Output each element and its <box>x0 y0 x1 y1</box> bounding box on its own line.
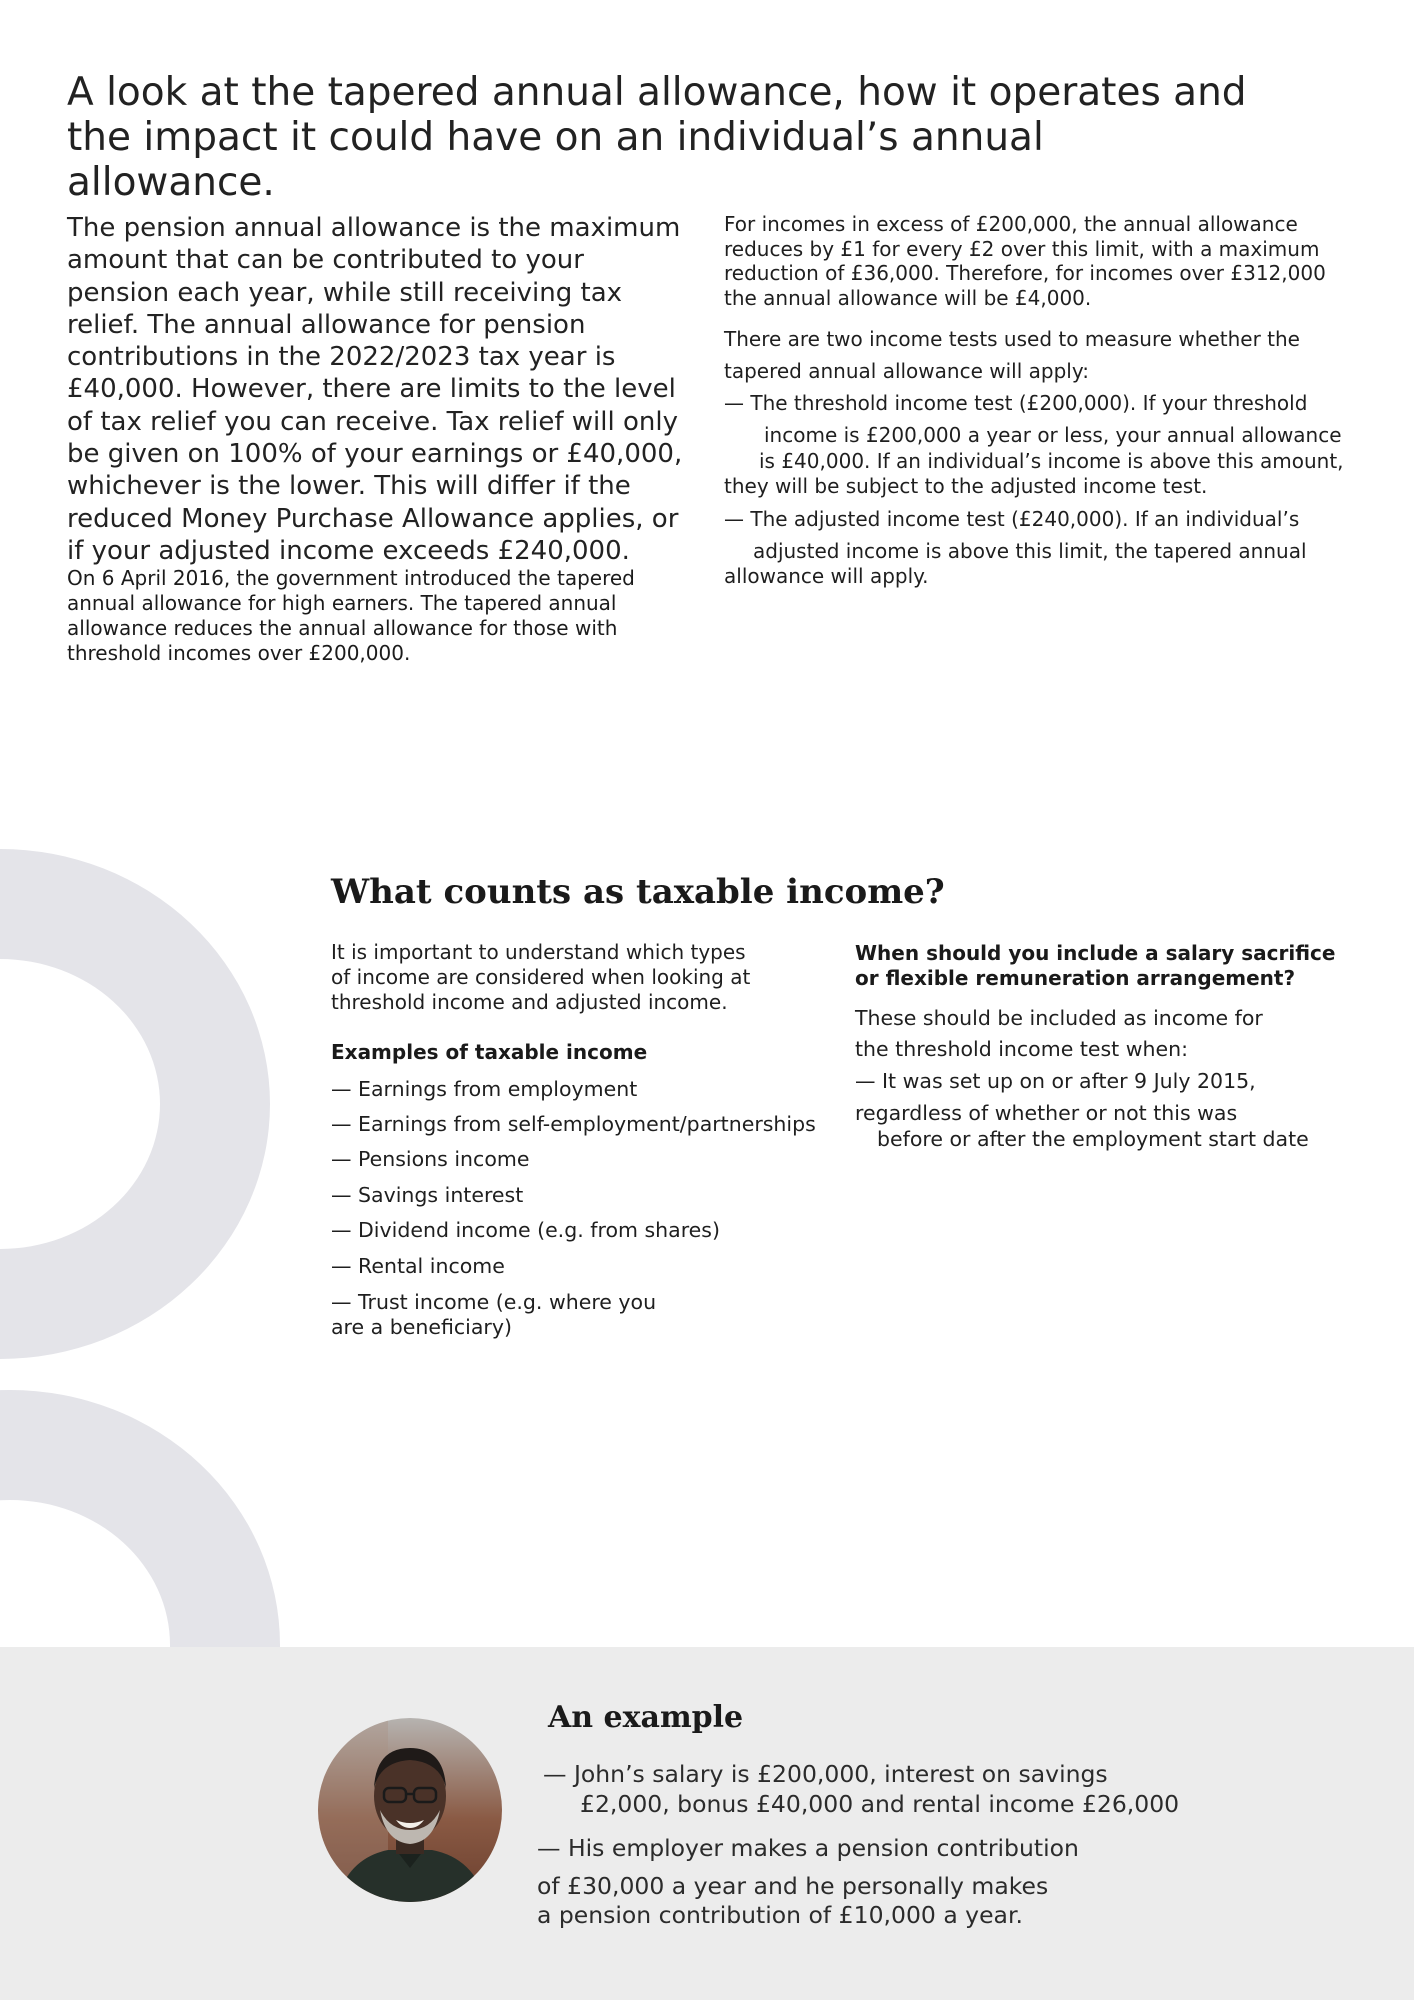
income-tests-intro-line-2: tapered annual allowance will apply: <box>724 359 1089 383</box>
headline-line-1: A look at the tapered annual allowance, how it operates and <box>67 70 1247 115</box>
intro-lead-paragraph: The pension annual allowance is the maximum amount that can be contributed to your pension each year, while still receiving tax relief. The annual allowance for pension contributions in the 2022/2023 tax year is £40,000. However, there are limits to the level of tax relief you can receive. Tax relief will only be given on 100% of your earnings or £40,000, whichever is the lower. This will differ if the reduced Money Purchase Allowance applies, or if your adjusted income exceeds £240,000. <box>67 213 683 566</box>
salary-sacrifice-line-1: These should be included as income for <box>855 1006 1263 1030</box>
list-item-continuation: are a beneficiary) <box>331 1315 512 1339</box>
list-item: — Earnings from self-employment/partnerships <box>331 1112 816 1136</box>
salary-sacrifice-line-3: — It was set up on or after 9 July 2015, <box>855 1069 1256 1093</box>
salary-sacrifice-line-4: regardless of whether or not this was <box>855 1101 1238 1125</box>
list-item: — Savings interest <box>331 1183 524 1207</box>
example-line-2: £2,000, bonus £40,000 and rental income £26,000 <box>580 1790 1180 1818</box>
threshold-test-line-2: income is £200,000 a year or less, your annual allowance <box>764 423 1342 447</box>
example-line-1: — John’s salary is £200,000, interest on savings <box>543 1760 1108 1788</box>
taxable-income-title: What counts as taxable income? <box>331 872 945 912</box>
example-title: An example <box>548 1700 744 1735</box>
income-tests-intro-line-1: There are two income tests used to measure whether the <box>724 327 1300 351</box>
taper-explanation-paragraph: For incomes in excess of £200,000, the annual allowance reduces by £1 for every £2 over this limit, with a maximum reduction of £36,000. Therefore, for incomes over £312,000 the annual allowance will be £4,000. <box>724 212 1326 310</box>
taxable-examples-heading: Examples of taxable income <box>331 1040 648 1064</box>
person-avatar <box>318 1718 502 1902</box>
list-item: — Dividend income (e.g. from shares) <box>331 1218 720 1242</box>
list-item: — Pensions income <box>331 1147 530 1171</box>
threshold-test-line-1: — The threshold income test (£200,000). If your threshold <box>724 391 1308 415</box>
example-line-4: of £30,000 a year and he personally makes <box>537 1872 1049 1900</box>
page-headline <box>67 70 1247 205</box>
taxable-income-intro: It is important to understand which types of income are considered when looking at threshold income and adjusted income. <box>331 940 751 1014</box>
threshold-test-line-4: they will be subject to the adjusted income test. <box>724 474 1208 498</box>
adjusted-test-line-1: — The adjusted income test (£240,000). If an individual’s <box>724 507 1300 531</box>
decorative-arc-top <box>0 849 270 1359</box>
example-line-3: — His employer makes a pension contribution <box>537 1834 1079 1862</box>
example-line-5: a pension contribution of £10,000 a year. <box>537 1901 1023 1929</box>
intro-body-paragraph: On 6 April 2016, the government introduced the tapered annual allowance for high earners. The tapered annual allowance reduces the annual allowance for those with threshold incomes over £200,000. <box>67 566 635 665</box>
list-item: — Trust income (e.g. where you <box>331 1290 657 1314</box>
salary-sacrifice-heading-line-2: or flexible remuneration arrangement? <box>855 966 1296 990</box>
headline-line-2: the impact it could have on an individual’s annual allowance. <box>67 115 1044 205</box>
list-item: — Earnings from employment <box>331 1077 638 1101</box>
threshold-test-line-3: is £40,000. If an individual’s income is above this amount, <box>759 449 1344 473</box>
list-item: — Rental income <box>331 1254 505 1278</box>
adjusted-test-line-3: allowance will apply. <box>724 564 929 588</box>
salary-sacrifice-line-5: before or after the employment start date <box>877 1127 1309 1151</box>
salary-sacrifice-line-2: the threshold income test when: <box>855 1037 1188 1061</box>
salary-sacrifice-heading-line-1: When should you include a salary sacrifice <box>855 941 1336 965</box>
adjusted-test-line-2: adjusted income is above this limit, the tapered annual <box>753 539 1307 563</box>
